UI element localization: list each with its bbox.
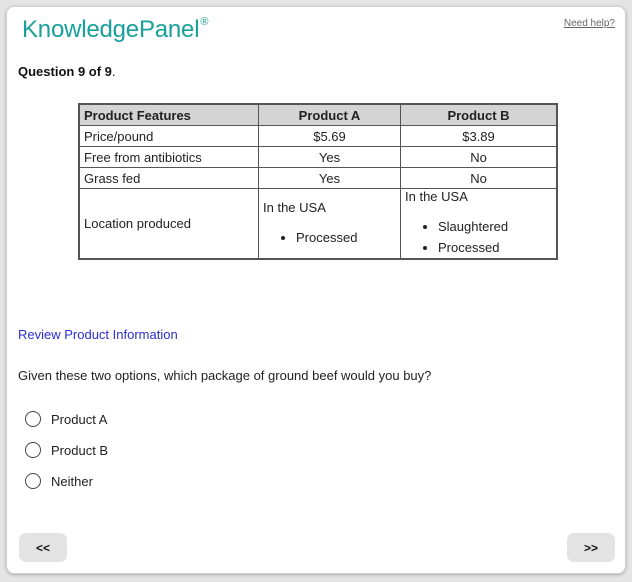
row-label: Location produced [79, 189, 259, 260]
table-row-location [79, 189, 557, 260]
back-button[interactable]: << [19, 533, 67, 562]
table-row [79, 126, 557, 147]
table-row [79, 168, 557, 189]
cell-product-a: $5.69 [259, 126, 401, 147]
cell-product-a: Yes [259, 168, 401, 189]
question-prompt: Given these two options, which package of ground beef would you buy? [18, 368, 432, 383]
option-neither[interactable] [25, 471, 108, 491]
option-product-b[interactable] [25, 440, 108, 460]
location-list [405, 216, 552, 258]
list-item: • Processed [438, 237, 552, 258]
row-label: Price/pound [79, 126, 259, 147]
cell-product-a: Yes [259, 147, 401, 168]
row-label: Grass fed [79, 168, 259, 189]
answer-options [25, 409, 108, 502]
header-product-a: Product A [259, 104, 401, 126]
cell-product-b: No [401, 168, 558, 189]
location-title: In the USA [405, 189, 468, 204]
option-label: Product B [51, 442, 109, 458]
cell-product-b-location [401, 189, 558, 260]
header-product-features: Product Features [79, 104, 259, 126]
question-number: Question 9 of 9. [18, 64, 116, 79]
cell-product-a-location [259, 189, 401, 260]
radio-button[interactable] [25, 411, 41, 427]
radio-button[interactable] [25, 442, 41, 458]
product-comparison-table [78, 103, 558, 260]
table-row [79, 147, 557, 168]
option-product-a[interactable] [25, 409, 108, 429]
cell-product-b: No [401, 147, 558, 168]
row-label: Free from antibiotics [79, 147, 259, 168]
next-button[interactable]: >> [567, 533, 615, 562]
cell-product-b: $3.89 [401, 126, 558, 147]
survey-panel [6, 6, 626, 574]
header-product-b: Product B [401, 104, 558, 126]
list-item: • Slaughtered [438, 216, 552, 237]
list-item: • Processed [296, 227, 396, 248]
table-header-row [79, 104, 557, 126]
need-help-link[interactable]: Need help? [563, 18, 615, 29]
location-list [263, 227, 396, 248]
review-product-information-link[interactable]: Review Product Information [18, 327, 178, 342]
brand-logo: KnowledgePanel® [22, 16, 209, 43]
radio-button[interactable] [25, 473, 41, 489]
location-title: In the USA [263, 199, 326, 215]
option-label: Product A [51, 411, 108, 427]
option-label: Neither [51, 473, 93, 489]
